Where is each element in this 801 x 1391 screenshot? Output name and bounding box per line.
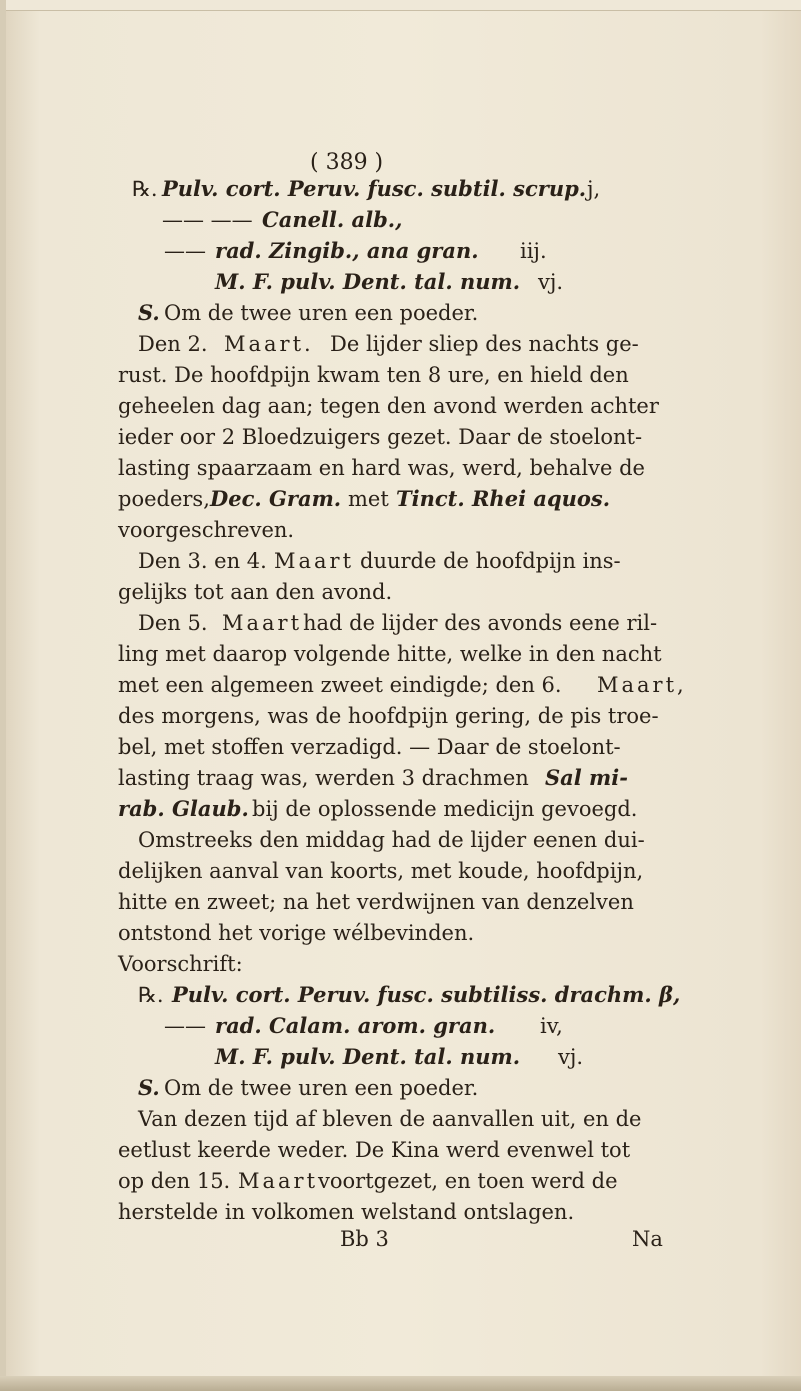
- paragraph-1-line-7: voorgeschreven.: [118, 518, 295, 542]
- prescription-1-line-2: —— —— Canell. alb.,: [162, 207, 403, 232]
- paragraph-3-line-5: bel, met stoffen verzadigd. — Daar de stoelont-: [118, 735, 621, 759]
- paragraph-2-line-1: Den 3. en 4. Maart duurde de hoofdpijn ins-: [138, 549, 621, 573]
- paragraph-3-line-6: lasting traag was, werden 3 drachmen Sal mi-: [118, 765, 628, 790]
- prescription-2-line-2: —— rad. Calam. arom. gran. iv,: [164, 1013, 563, 1038]
- paragraph-3-line-4: des morgens, was de hoofdpijn gering, de pis troe-: [118, 704, 659, 728]
- signature-mark: Bb 3: [340, 1227, 389, 1251]
- prescription-1-line-1: ℞. Pulv. cort. Peruv. fusc. subtil. scrup. j,: [132, 176, 601, 201]
- paragraph-3-line-10: hitte en zweet; na het verdwijnen van denzelven: [118, 890, 634, 914]
- paragraph-1-line-2: rust. De hoofdpijn kwam ten 8 ure, en hield den: [118, 363, 629, 387]
- paragraph-4-line-2: eetlust keerde weder. De Kina werd evenwel tot: [118, 1138, 631, 1162]
- prescription-2-line-4: S. Om de twee uren een poeder.: [138, 1075, 479, 1100]
- prescription-1-line-3: —— rad. Zingib., ana gran. iij.: [164, 238, 547, 263]
- paragraph-3-line-11: ontstond het vorige wélbevinden.: [118, 921, 475, 945]
- paragraph-3-line-8: Omstreeks den middag had de lijder eenen dui-: [138, 828, 645, 852]
- paragraph-1-line-3: geheelen dag aan; tegen den avond werden achter: [118, 394, 659, 418]
- prescription-1-line-4: M. F. pulv. Dent. tal. num. vj.: [215, 269, 564, 294]
- paragraph-1-line-1: Den 2. Maart. De lijder sliep des nachts ge-: [138, 332, 639, 356]
- prescription-1-line-5: S. Om de twee uren een poeder.: [138, 300, 479, 325]
- paragraph-3-line-7: rab. Glaub. bij de oplossende medicijn gevoegd.: [118, 796, 638, 821]
- prescription-2-line-1: ℞. Pulv. cort. Peruv. fusc. subtiliss. drachm. β,: [138, 982, 681, 1007]
- page-top-edge: [0, 0, 801, 11]
- paragraph-3-line-3: met een algemeen zweet eindigde; den 6. Maart,: [118, 673, 687, 697]
- paragraph-4-line-4: herstelde in volkomen welstand ontslagen.: [118, 1200, 575, 1224]
- page-number: ( 389 ): [310, 150, 384, 175]
- page-footer: [0, 1226, 801, 1252]
- paragraph-1-line-6: poeders, Dec. Gram. met Tinct. Rhei aquos.: [118, 486, 611, 511]
- catchword: Na: [632, 1227, 663, 1251]
- page-bottom-edge: [0, 1376, 801, 1391]
- paragraph-3-line-2: ling met daarop volgende hitte, welke in den nacht: [118, 642, 662, 666]
- paragraph-1-line-5: lasting spaarzaam en hard was, werd, behalve de: [118, 456, 645, 480]
- paragraph-3-line-1: Den 5. Maart had de lijder des avonds eene ril-: [138, 611, 658, 635]
- paragraph-3-line-9: delijken aanval van koorts, met koude, hoofdpijn,: [118, 859, 644, 883]
- paragraph-3-line-12: Voorschrift:: [118, 952, 243, 976]
- paragraph-4-line-1: Van dezen tijd af bleven de aanvallen uit, en de: [138, 1107, 642, 1131]
- paragraph-1-line-4: ieder oor 2 Bloedzuigers gezet. Daar de stoelont-: [118, 425, 643, 449]
- paragraph-2-line-2: gelijks tot aan den avond.: [118, 580, 393, 604]
- prescription-2-line-3: M. F. pulv. Dent. tal. num. vj.: [215, 1044, 584, 1069]
- paragraph-4-line-3: op den 15. Maart voortgezet, en toen werd de: [118, 1169, 618, 1193]
